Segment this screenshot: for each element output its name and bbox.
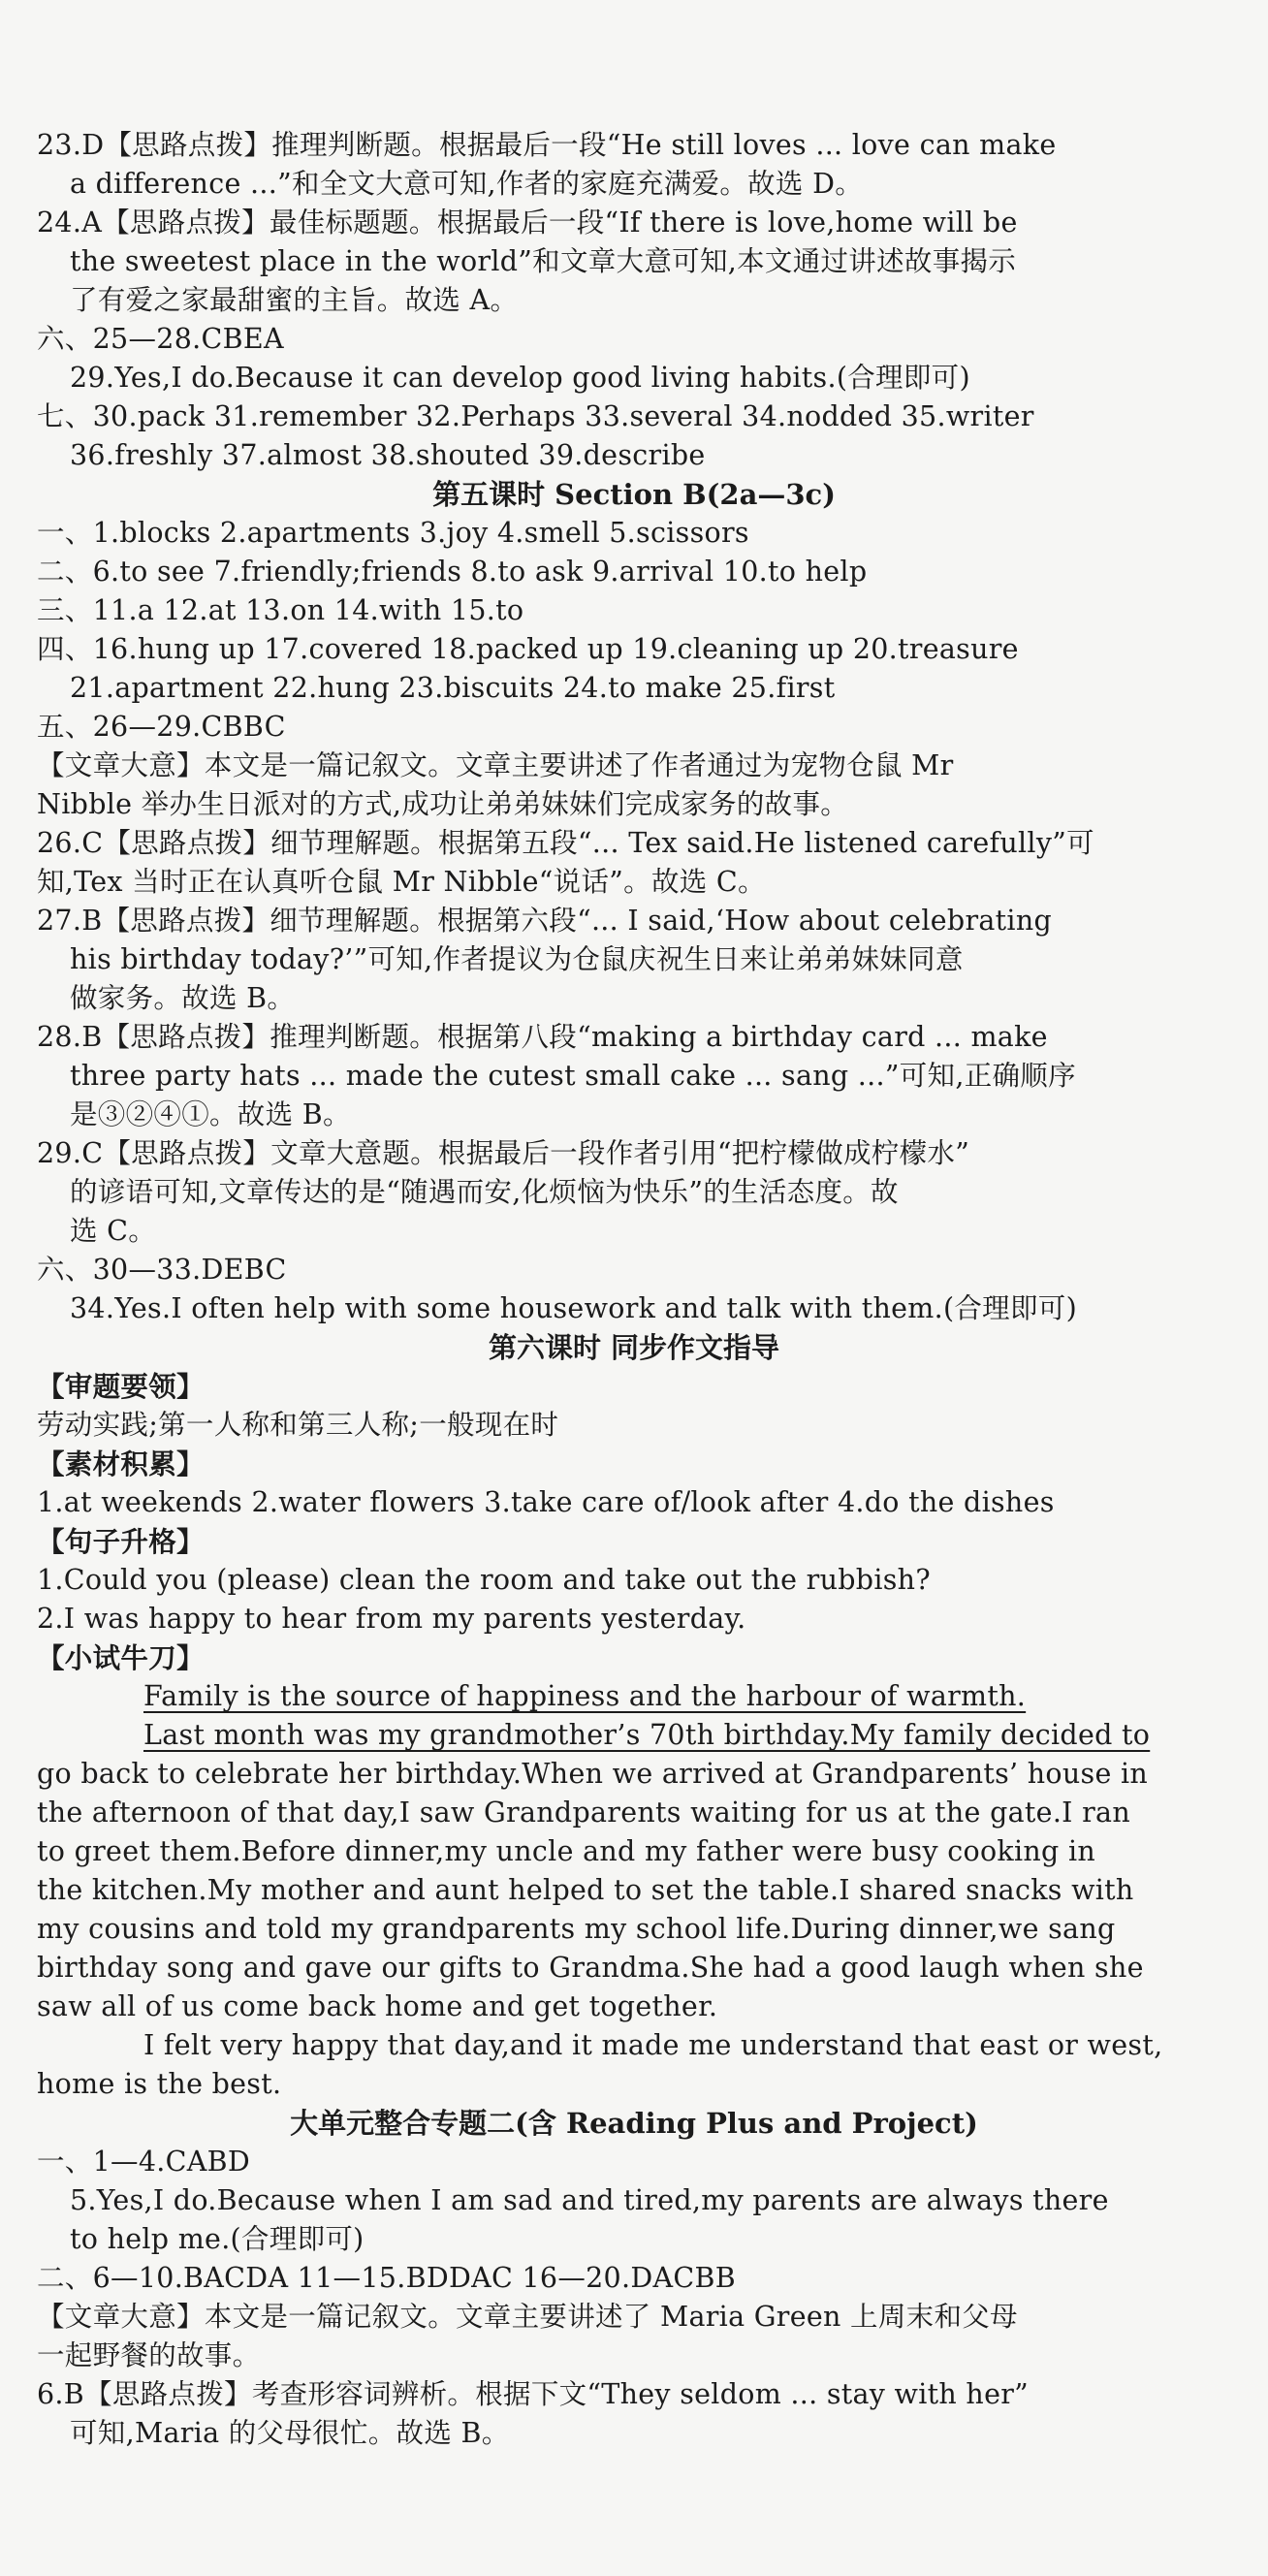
section-label: 【素材积累】 (37, 1447, 205, 1480)
text-line: Last month was my grandmother’s 70th birthday.My family decided to (143, 1719, 1151, 1751)
lesson-heading: 第五课时 Section B(2a—3c) (432, 478, 836, 511)
text-line: 可知,Maria 的父母很忙。故选 B。 (70, 2417, 510, 2449)
text-line: 二、6.to see 7.friendly;friends 8.to ask 9.arrival 10.to help (37, 556, 868, 588)
text-line: the kitchen.My mother and aunt helped to set the table.I shared snacks with (37, 1874, 1134, 1906)
text-line: 选 C。 (70, 1215, 157, 1247)
text-line: 六、25—28.CBEA (37, 323, 284, 355)
text-line: 24.A【思路点拨】最佳标题题。根据最后一段“If there is love,home will be (37, 207, 1018, 239)
text-line: 27.B【思路点拨】细节理解题。根据第六段“... I said,‘How about celebrating (37, 905, 1053, 937)
text-line: 28.B【思路点拨】推理判断题。根据第八段“making a birthday card ... make (37, 1021, 1048, 1053)
text-line: I felt very happy that day,and it made me understand that east or west, (143, 2029, 1163, 2061)
text-line: 做家务。故选 B。 (70, 982, 296, 1014)
text-line: 七、30.pack 31.remember 32.Perhaps 33.several 34.nodded 35.writer (37, 400, 1034, 432)
text-line: home is the best. (37, 2068, 282, 2100)
text-line: 劳动实践;第一人称和第三人称;一般现在时 (37, 1409, 559, 1441)
text-line: 36.freshly 37.almost 38.shouted 39.describe (70, 439, 706, 471)
text-line: Nibble 举办生日派对的方式,成功让弟弟妹妹们完成家务的故事。 (37, 788, 849, 820)
lesson-heading: 大单元整合专题二(含 Reading Plus and Project) (290, 2107, 978, 2140)
text-line: 26.C【思路点拨】细节理解题。根据第五段“... Tex said.He listened carefully”可 (37, 827, 1094, 859)
text-line: 的谚语可知,文章传达的是“随遇而安,化烦恼为快乐”的生活态度。故 (70, 1176, 899, 1208)
lesson-heading: 第六课时 同步作文指导 (488, 1331, 780, 1364)
text-line: to greet them.Before dinner,my uncle and my father were busy cooking in (37, 1835, 1096, 1867)
text-line: 【文章大意】本文是一篇记叙文。文章主要讲述了作者通过为宠物仓鼠 Mr (37, 749, 954, 781)
text-line: to help me.(合理即可) (70, 2223, 365, 2255)
text-line: three party hats ... made the cutest small cake ... sang ...”可知,正确顺序 (70, 1060, 1076, 1092)
text-line: 5.Yes,I do.Because when I am sad and tired,my parents are always there (70, 2184, 1109, 2216)
text-line: a difference ...”和全文大意可知,作者的家庭充满爱。故选 D。 (70, 168, 864, 200)
text-line: 一起野餐的故事。 (37, 2339, 261, 2371)
text-line: 34.Yes.I often help with some housework and talk with them.(合理即可) (70, 1292, 1078, 1324)
text-line: 29.C【思路点拨】文章大意题。根据最后一段作者引用“把柠檬做成柠檬水” (37, 1137, 970, 1169)
text-line: Family is the source of happiness and the harbour of warmth. (143, 1680, 1027, 1712)
section-label: 【句子升格】 (37, 1525, 205, 1558)
text-line: 23.D【思路点拨】推理判断题。根据最后一段“He still loves ... love can make (37, 129, 1057, 161)
text-line: 四、16.hung up 17.covered 18.packed up 19.cleaning up 20.treasure (37, 633, 1019, 665)
text-line: go back to celebrate her birthday.When we arrived at Grandparents’ house in (37, 1758, 1149, 1790)
text-line: birthday song and gave our gifts to Grandma.She had a good laugh when she (37, 1952, 1144, 1984)
text-line: 6.B【思路点拨】考查形容词辨析。根据下文“They seldom ... stay with her” (37, 2378, 1030, 2410)
text-line: 2.I was happy to hear from my parents yesterday. (37, 1603, 746, 1635)
text-line: 是③②④①。故选 B。 (70, 1098, 351, 1130)
text-line: 五、26—29.CBBC (37, 711, 286, 743)
text-line: his birthday today?’”可知,作者提议为仓鼠庆祝生日来让弟弟妹妹同意 (70, 943, 964, 975)
text-line: 一、1.blocks 2.apartments 3.joy 4.smell 5.scissors (37, 517, 749, 549)
section-label: 【审题要领】 (37, 1370, 205, 1403)
text-line: saw all of us come back home and get together. (37, 1990, 718, 2022)
text-line: 29.Yes,I do.Because it can develop good living habits.(合理即可) (70, 362, 970, 394)
text-line: my cousins and told my grandparents my school life.During dinner,we sang (37, 1913, 1116, 1945)
text-line: 三、11.a 12.at 13.on 14.with 15.to (37, 594, 524, 626)
text-line: 了有爱之家最甜蜜的主旨。故选 A。 (70, 284, 519, 316)
text-line: 二、6—10.BACDA 11—15.BDDAC 16—20.DACBB (37, 2262, 736, 2294)
text-line: 一、1—4.CABD (37, 2146, 251, 2178)
text-line: 21.apartment 22.hung 23.biscuits 24.to make 25.first (70, 672, 836, 704)
text-line: 1.Could you (please) clean the room and take out the rubbish? (37, 1564, 931, 1596)
text-line: the sweetest place in the world”和文章大意可知,本文通过讲述故事揭示 (70, 245, 1017, 277)
text-line: the afternoon of that day,I saw Grandparents waiting for us at the gate.I ran (37, 1797, 1130, 1829)
text-line: 1.at weekends 2.water flowers 3.take care of/look after 4.do the dishes (37, 1486, 1055, 1518)
text-line: 六、30—33.DEBC (37, 1254, 287, 1286)
text-line: 【文章大意】本文是一篇记叙文。文章主要讲述了 Maria Green 上周末和父母 (37, 2301, 1018, 2333)
text-line: 知,Tex 当时正在认真听仓鼠 Mr Nibble“说话”。故选 C。 (37, 866, 766, 898)
section-label: 【小试牛刀】 (37, 1641, 205, 1674)
